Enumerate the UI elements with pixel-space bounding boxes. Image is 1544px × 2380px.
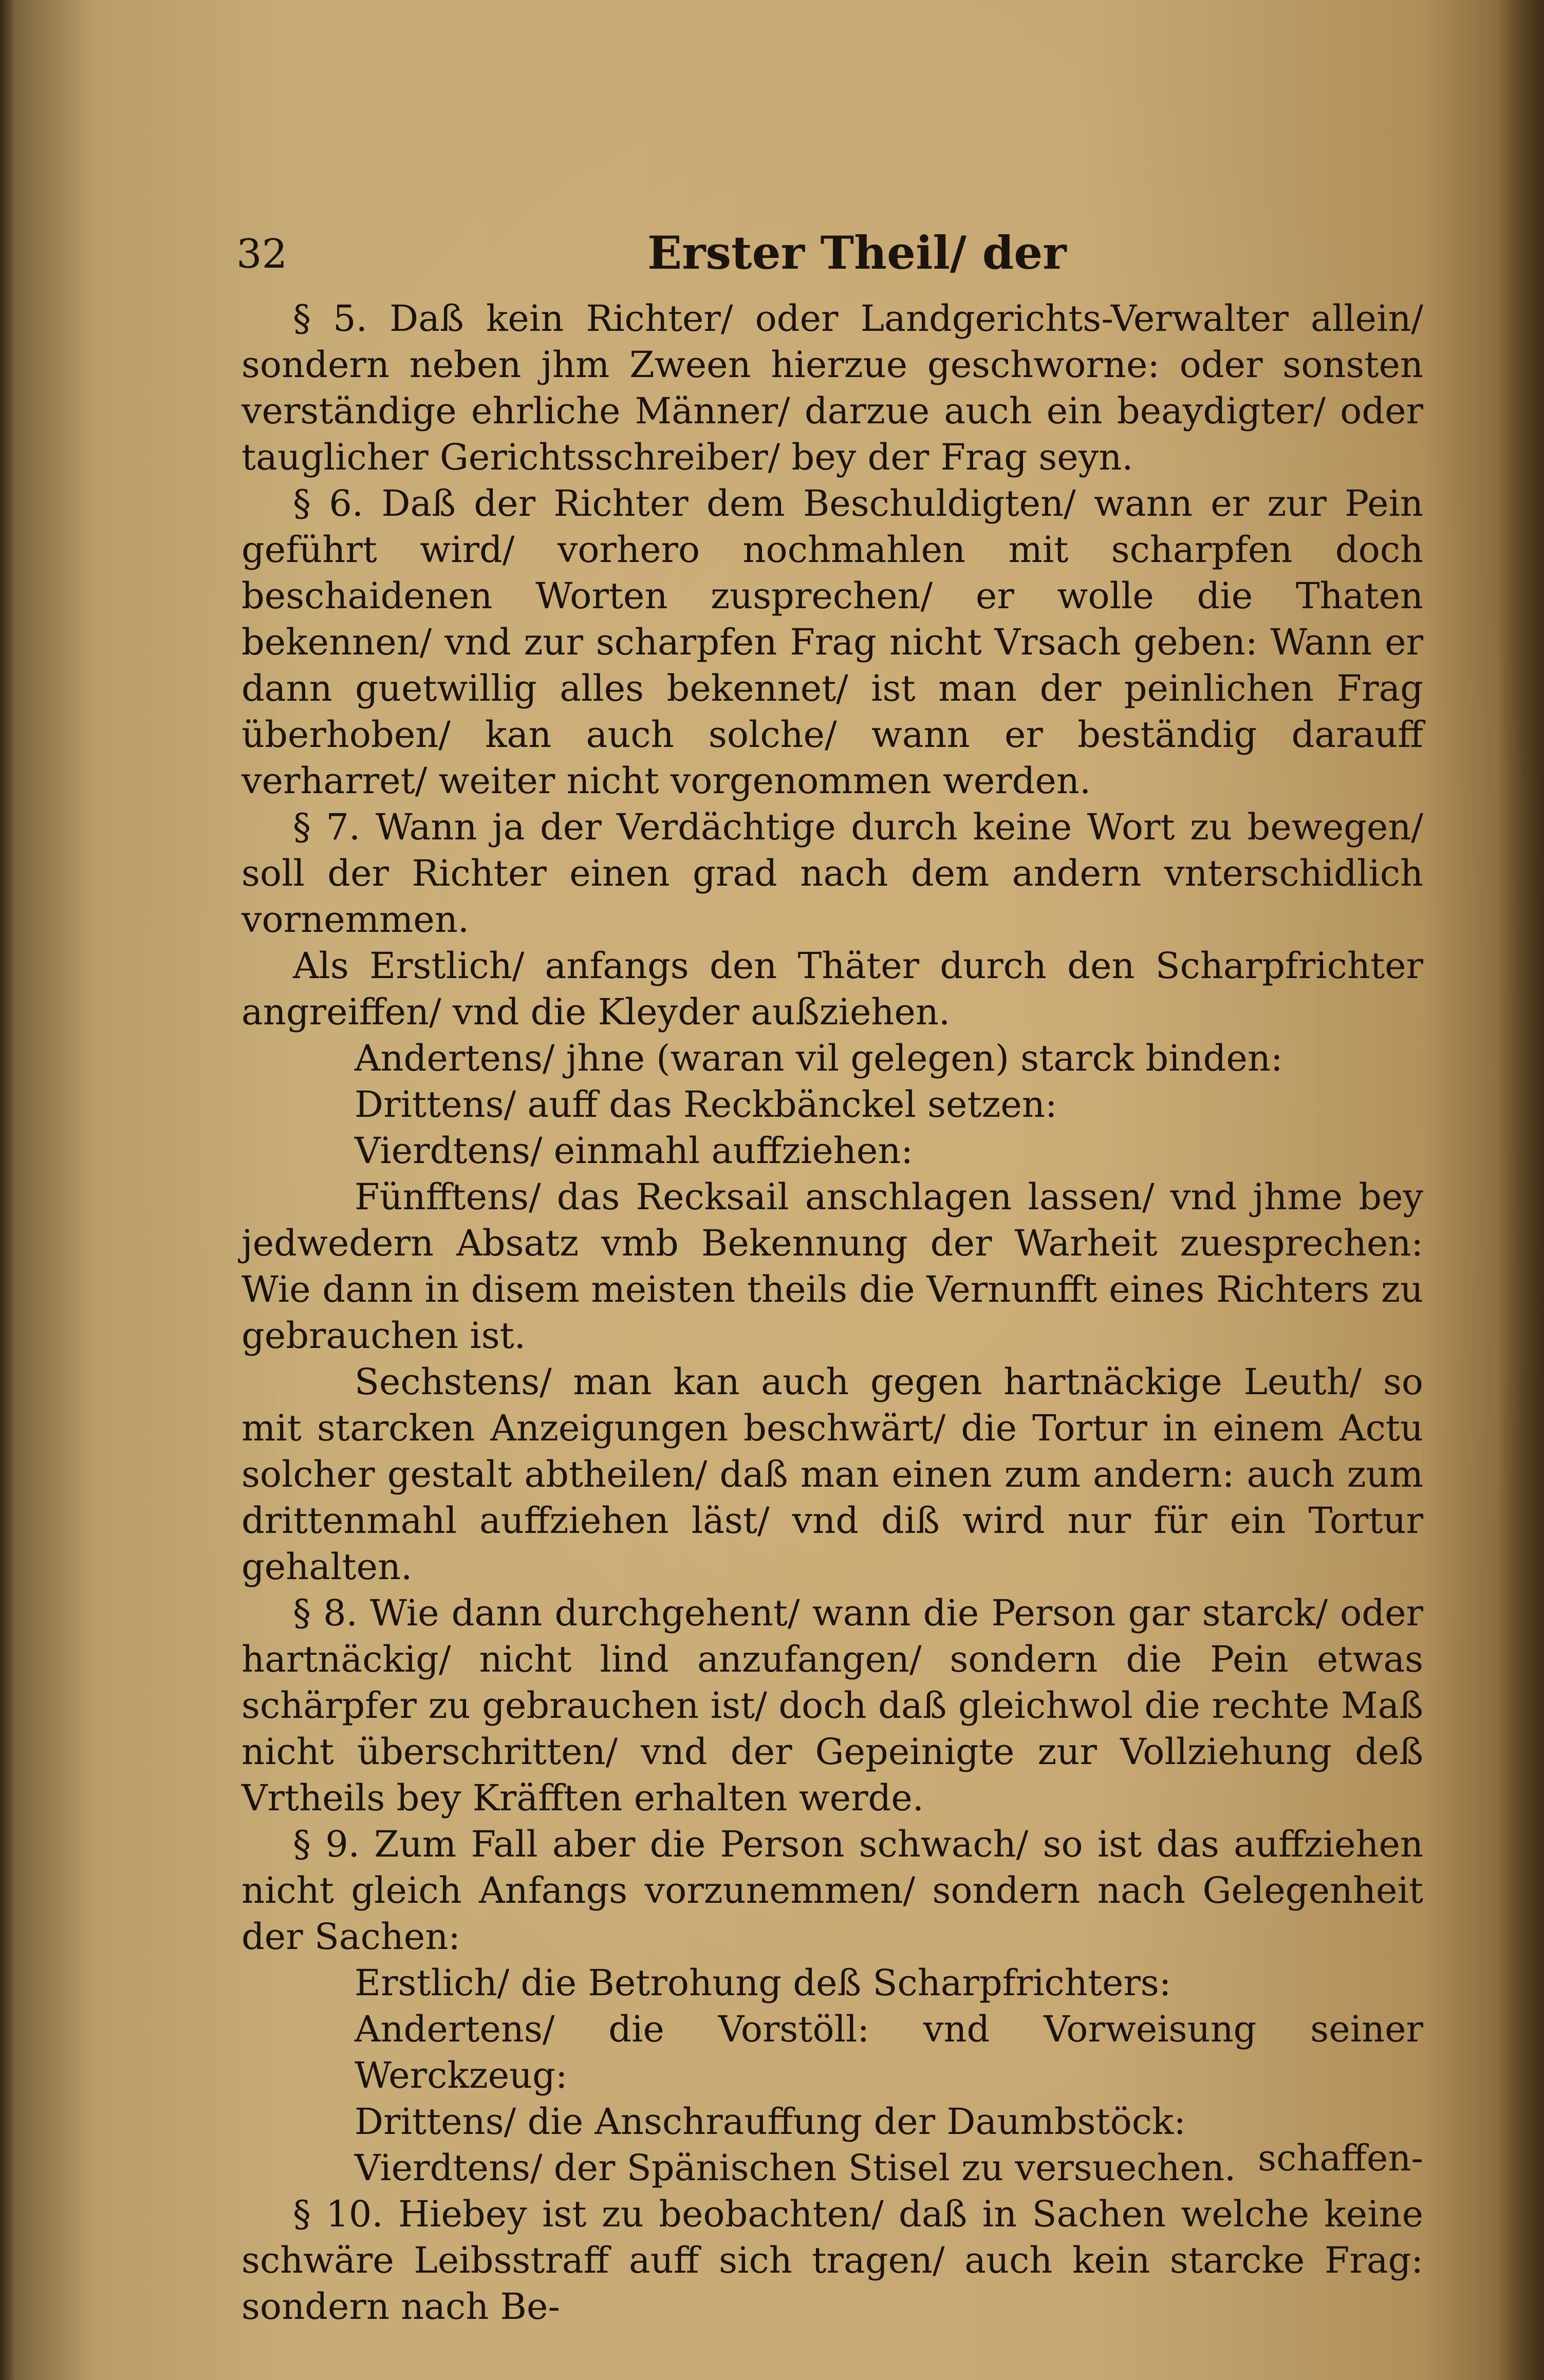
catchword: schaffen-: [1258, 2137, 1423, 2179]
list-item-b-vierdtens: Vierdtens/ der Spänischen Stisel zu versuechen.: [355, 2147, 1236, 2189]
list-item-erstlich: Als Erstlich/ anfangs den Thäter durch den Scharpfrichter angreiffen/ vnd die Kleyder außziehen.: [241, 945, 1423, 1033]
page-body: [241, 295, 1423, 2330]
list-item-sechstens: Sechstens/ man kan auch gegen hartnäckige Leuth/ so mit starcken Anzeigungen beschwärt/ die Tortur in einem Actu solcher gestalt abtheilen/ daß man einen zum andern: auch zum drittenmahl auffziehen läst/ vnd diß wird nur für ein Tortur gehalten.: [241, 1361, 1423, 1588]
list-item-b-andertens: Andertens/ die Vorstöll: vnd Vorweisung seiner Werckzeug:: [355, 2008, 1423, 2096]
paragraph-5: § 5. Daß kein Richter/ oder Landgerichts-Verwalter allein/ sondern neben jhm Zween hierzue geschworne: oder sonsten verständige ehrliche Männer/ darzue auch ein beaydigter/ oder tauglicher Gerichtsschreiber/ bey der Frag seyn.: [241, 297, 1423, 478]
page-number: 32: [236, 231, 288, 277]
list-item-vierdtens: Vierdtens/ einmahl auffziehen:: [355, 1130, 913, 1172]
page-header: [236, 226, 1418, 293]
paragraph-7: § 7. Wann ja der Verdächtige durch keine Wort zu bewegen/ soll der Richter einen grad nach dem andern vnterschidlich vornemmen.: [241, 806, 1423, 941]
paragraph-9: § 9. Zum Fall aber die Person schwach/ so ist das auffziehen nicht gleich Anfangs vorzunemmen/ sondern nach Gelegenheit der Sachen:: [241, 1823, 1423, 1958]
paragraph-8: § 8. Wie dann durchgehent/ wann die Person gar starck/ oder hartnäckig/ nicht lind anzufangen/ sondern die Pein etwas schärpfer zu gebrauchen ist/ doch daß gleichwol die rechte Maß nicht überschritten/ vnd der Gepeinigte zur Vollziehung deß Vrtheils bey Kräfften erhalten werde.: [241, 1592, 1423, 1819]
list-item-b-drittens: Drittens/ die Anschrauffung der Daumbstöck:: [355, 2101, 1186, 2143]
list-item-drittens: Drittens/ auff das Reckbänckel setzen:: [355, 1083, 1057, 1126]
running-head: Erster Theil/ der: [647, 226, 1067, 279]
paragraph-10: § 10. Hiebey ist zu beobachten/ daß in Sachen welche keine schwäre Leibsstraff auff sich tragen/ auch kein starcke Frag: sondern nach Be-: [241, 2193, 1423, 2328]
list-item-b-erstlich: Erstlich/ die Betrohung deß Scharpfrichters:: [355, 1962, 1171, 2004]
paragraph-6: § 6. Daß der Richter dem Beschuldigten/ wann er zur Pein geführt wird/ vorhero nochmahlen mit scharpfen doch beschaidenen Worten zusprechen/ er wolle die Thaten bekennen/ vnd zur scharpfen Frag nicht Vrsach geben: Wann er dann guetwillig alles bekennet/ ist man der peinlichen Frag überhoben/ kan auch solche/ wann er beständig darauff verharret/ weiter nicht vorgenommen werden.: [241, 482, 1423, 802]
list-item-andertens: Andertens/ jhne (waran vil gelegen) starck binden:: [355, 1037, 1283, 1079]
list-item-fuenfftens: Fünfftens/ das Recksail anschlagen lassen/ vnd jhme bey jedwedern Absatz vmb Bekennung der Warheit zuesprechen: Wie dann in disem meisten theils die Vernunfft eines Richters zu gebrauchen ist.: [241, 1176, 1423, 1357]
